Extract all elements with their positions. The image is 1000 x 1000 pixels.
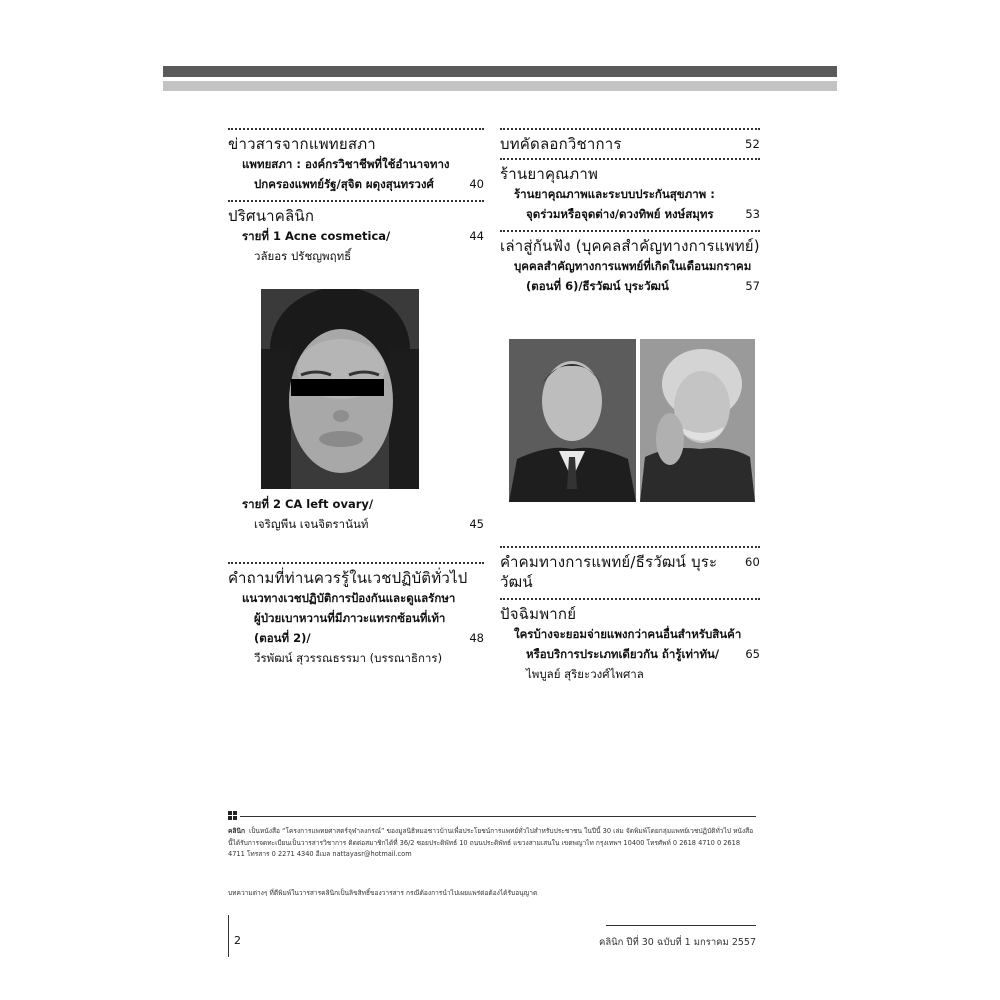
patient-face-photo: [261, 289, 419, 489]
entry-text: ไพบูลย์ สุริยะวงศ์ไพศาล: [526, 667, 644, 681]
portrait-photo-man-2: [640, 339, 755, 502]
toc-right-column-cont: [500, 546, 760, 684]
dotted-divider: [500, 546, 760, 548]
toc-entry[interactable]: [500, 184, 760, 204]
entry-text: วีรพัฒน์ สุวรรณธรรมา (บรรณาธิการ): [254, 651, 443, 665]
section-title: ปัจฉิมพากย์: [500, 605, 577, 623]
toc-entry[interactable]: [228, 226, 484, 246]
toc-entry[interactable]: [228, 246, 484, 266]
toc-section-news: [228, 128, 484, 194]
toc-section-quality-pharmacy: [500, 158, 760, 224]
page-number: 65: [745, 647, 760, 661]
entry-text: บุคคลสำคัญทางการแพทย์ที่เกิดในเดือนมกราคม: [514, 259, 752, 273]
entry-text: ผู้ป่วยเบาหวานที่มีภาวะแทรกซ้อนที่เท้า: [254, 611, 446, 625]
page-number: 52: [744, 137, 760, 151]
toc-entry[interactable]: [500, 624, 760, 644]
section-title[interactable]: [500, 552, 760, 592]
section-title[interactable]: [500, 134, 760, 154]
footer-square-icon: [228, 811, 238, 821]
entry-text: รายที่ 2 CA left ovary/: [242, 497, 374, 511]
entry-text: เจริญพีน เจนจิตรานันท์: [254, 517, 369, 531]
toc-left-column: [228, 128, 484, 266]
toc-entry[interactable]: [228, 648, 484, 668]
footer-copyright-note: บทความต่างๆ ที่ตีพิมพ์ในวารสารคลินิกเป็นลิขสิทธิ์ของวารสาร กรณีต้องการนำไปเผยแพร่ต่อต้องได้รับอนุญาต: [228, 889, 538, 897]
toc-entry[interactable]: [228, 174, 484, 194]
section-title: ปริศนาคลินิก: [228, 207, 315, 225]
section-title-text: คำคมทางการแพทย์/ธีรวัฒน์ บุระวัฒน์: [500, 553, 718, 591]
page-number: 45: [469, 517, 484, 531]
page-folio: 2: [234, 934, 241, 947]
toc-entry[interactable]: [228, 494, 484, 514]
folio-rule: [228, 915, 229, 957]
page-number: 53: [745, 207, 760, 221]
toc-entry[interactable]: [228, 608, 484, 628]
entry-text: ปกครองแพทย์รัฐ/สุจิต ผดุงสุนทรวงศ์: [254, 177, 434, 191]
dotted-divider: [500, 598, 760, 600]
page-number: 44: [469, 229, 484, 243]
section-title: ร้านยาคุณภาพ: [500, 165, 599, 183]
toc-entry[interactable]: [500, 644, 760, 664]
toc-entry[interactable]: [500, 664, 760, 684]
entry-text: วลัยอร ปรัชญพฤทธิ์: [254, 249, 352, 263]
dotted-divider: [228, 128, 484, 130]
toc-section-storytelling: [500, 230, 760, 296]
toc-entry[interactable]: [228, 514, 484, 534]
toc-section-medical-quotes: [500, 546, 760, 592]
footer-label: คลินิก: [228, 827, 245, 835]
dotted-divider: [500, 128, 760, 130]
dotted-divider: [500, 230, 760, 232]
dotted-divider: [500, 158, 760, 160]
dotted-divider: [228, 200, 484, 202]
toc-entry[interactable]: [500, 204, 760, 224]
page-number: 48: [469, 631, 484, 645]
entry-text: แนวทางเวชปฏิบัติการป้องกันและดูแลรักษา: [242, 591, 456, 605]
header-bar-dark: [163, 66, 837, 77]
toc-right-column: [500, 128, 760, 296]
toc-entry[interactable]: [228, 628, 484, 648]
page-number: 40: [469, 177, 484, 191]
entry-text: จุดร่วมหรือจุดต่าง/ดวงทิพย์ หงษ์สมุทร: [526, 207, 714, 221]
running-footer: คลินิก ปีที่ 30 ฉบับที่ 1 มกราคม 2557: [598, 937, 756, 948]
header-bar-light: [163, 81, 837, 91]
running-footer-rule: [606, 925, 756, 926]
portrait-photo-man-1: [509, 339, 636, 502]
dotted-divider: [228, 562, 484, 564]
toc-section-gp-questions: [228, 562, 484, 668]
page-number: 57: [745, 279, 760, 293]
toc-entry[interactable]: [500, 276, 760, 296]
toc-section-clinical-puzzle: [228, 200, 484, 266]
entry-text: หรือบริการประเภทเดียวกัน ถ้ารู้เท่าทัน/: [526, 647, 720, 661]
toc-section-epilogue: [500, 598, 760, 684]
section-title: ข่าวสารจากแพทยสภา: [228, 135, 376, 153]
toc-entry[interactable]: [228, 154, 484, 174]
section-title: เล่าสู่กันฟัง (บุคคลสำคัญทางการแพทย์): [500, 237, 760, 255]
portrait-illustration: [509, 339, 636, 502]
toc-left-column-cont: [228, 494, 484, 668]
page-number: 60: [744, 555, 760, 569]
footer-separator: [240, 816, 756, 817]
entry-text: (ตอนที่ 6)/ธีรวัฒน์ บุระวัฒน์: [526, 279, 669, 293]
footer-body: เป็นหนังสือ “โครงการแพทยศาสตร์จุฬาลงกรณ์” ของมูลนิธิหมอชาวบ้านเพื่อประโยชน์การแพทย์ทั่วไปสำหรับประชาชน ในปีนี้ 30 เล่ม จัดพิมพ์โดยกลุ่มแพทย์เวชปฏิบัติทั่วไป หนังสือนี้ได้รับการจดทะเบียนเป็นวารสารวิชาการ ติดต่อสมาชิกได้ที่ 36/2 ซอยประดิพัทธ์ 10 ถนนประดิพัทธ์ แขวงสามเสนใน เขตพญาไท กรุงเทพฯ 10400 โทรศัพท์ 0 2618 4710 0 2618 4711 โทรสาร 0 2271 4340 อีเมล nattayasr@hotmail.com: [228, 827, 754, 858]
toc-section-abstracts: [500, 128, 760, 154]
portrait-illustration: [640, 339, 755, 502]
entry-text: ร้านยาคุณภาพและระบบประกันสุขภาพ :: [514, 187, 715, 201]
section-title-text: บทคัดลอกวิชาการ: [500, 135, 622, 153]
entry-text: ใครบ้างจะยอมจ่ายแพงกว่าคนอื่นสำหรับสินค้า: [514, 627, 742, 641]
entry-text: (ตอนที่ 2)/: [254, 631, 311, 645]
footer-publisher-info: [228, 826, 756, 861]
toc-entry[interactable]: [500, 256, 760, 276]
toc-entry[interactable]: [228, 588, 484, 608]
face-illustration: [261, 289, 419, 489]
entry-text: แพทยสภา : องค์กรวิชาชีพที่ใช้อำนาจทาง: [242, 157, 450, 171]
section-title: คำถามที่ท่านควรรู้ในเวชปฏิบัติทั่วไป: [228, 569, 468, 587]
entry-text: รายที่ 1 Acne cosmetica/: [242, 229, 391, 243]
